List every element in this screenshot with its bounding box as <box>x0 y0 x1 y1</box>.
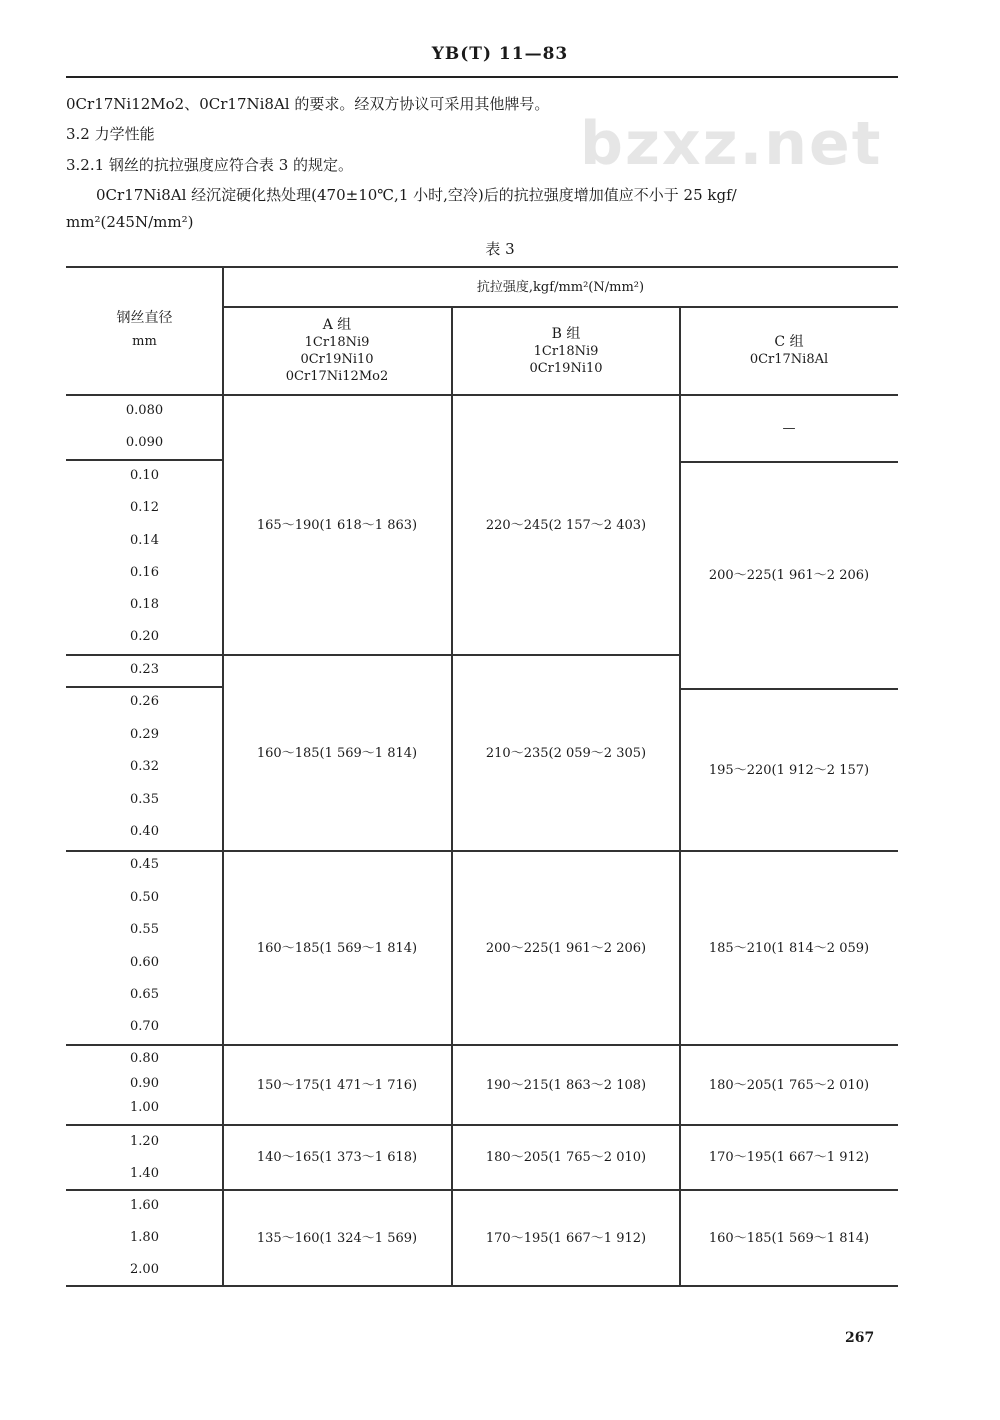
diameter-cell: 0.16 <box>130 565 159 580</box>
group-c-name: C 组 <box>774 334 804 350</box>
diameter-cell: 0.80 <box>130 1051 159 1066</box>
diameter-cell: 0.29 <box>130 727 159 742</box>
c-value-cell-empty <box>680 396 898 461</box>
a-value-cell: 135～160(1 324～1 569) <box>256 1230 418 1246</box>
b-value-cell: 220～245(2 157～2 403) <box>485 517 647 533</box>
body-line-grades: 0Cr17Ni12Mo2、0Cr17Ni8Al 的要求。经双方协议可采用其他牌号。 <box>66 95 550 113</box>
diameter-cell: 0.23 <box>130 662 159 677</box>
rule-dia-023 <box>66 686 223 688</box>
group-a-grade: 0Cr17Ni12Mo2 <box>285 369 389 384</box>
diameter-cell: 1.80 <box>130 1230 159 1245</box>
group-a-grade: 1Cr18Ni9 <box>304 335 370 350</box>
section-3-2-1-heading: 3.2.1 钢丝的抗拉强度应符合表 3 的规定。 <box>66 156 354 174</box>
c-value-cell: 160～185(1 569～1 814) <box>708 1230 870 1246</box>
group-a-name: A 组 <box>322 317 352 333</box>
group-c-grade: 0Cr17Ni8Al <box>749 352 829 367</box>
diameter-cell: 0.65 <box>130 987 159 1002</box>
diameter-cell: 0.35 <box>130 792 159 807</box>
diameter-cell: 0.90 <box>130 1076 159 1091</box>
group-a-header <box>223 308 451 394</box>
group-b-grade: 1Cr18Ni9 <box>533 343 599 359</box>
diameter-cell: 0.32 <box>130 759 159 774</box>
watermark: bzxz.net <box>580 109 883 179</box>
strength-header: 抗拉强度,kgf/mm²(N/mm²) <box>476 279 645 295</box>
diameter-cell: 0.70 <box>130 1019 159 1034</box>
b-value-cell: 200～225(1 961～2 206) <box>485 940 647 956</box>
diameter-cell: 0.55 <box>130 922 159 937</box>
group-b-name: B 组 <box>551 325 581 342</box>
group-b-header <box>452 308 680 394</box>
c-value-cell: 200～225(1 961～2 206) <box>708 568 870 583</box>
a-value-cell: 150～175(1 471～1 716) <box>256 1077 418 1093</box>
diameter-cell: 1.00 <box>130 1100 159 1115</box>
diameter-cell: 0.26 <box>130 694 159 709</box>
diameter-cell: 0.60 <box>130 955 159 970</box>
diameter-cell: 0.090 <box>125 435 164 450</box>
standard-code-header: YB(T) 11—83 <box>431 44 569 64</box>
c-value-cell: 195～220(1 912～2 157) <box>708 762 870 778</box>
page-number: 267 <box>845 1330 875 1346</box>
b-value-cell: 180～205(1 765～2 010) <box>485 1150 647 1165</box>
diameter-header-label: 钢丝直径 <box>116 310 173 326</box>
table-caption: 表 3 <box>485 240 515 258</box>
diameter-cell: 0.12 <box>130 500 159 515</box>
diameter-cell: 2.00 <box>130 1262 159 1277</box>
diameter-cell: 1.20 <box>130 1134 159 1149</box>
diameter-cell: 1.40 <box>130 1166 159 1181</box>
group-b-grade: 0Cr19Ni10 <box>529 360 603 376</box>
diameter-cell: 0.50 <box>130 890 159 905</box>
a-value-cell: 160～185(1 569～1 814) <box>256 940 418 956</box>
rule-dia-0090 <box>66 459 223 461</box>
section-3-2-heading: 3.2 力学性能 <box>66 125 155 143</box>
c-value-cell: 185～210(1 814～2 059) <box>708 940 870 956</box>
diameter-unit: mm <box>132 334 157 349</box>
c-value-cell: 170～195(1 667～1 912) <box>708 1150 870 1165</box>
header-rule <box>66 76 898 78</box>
a-value-cell: 165～190(1 618～1 863) <box>256 517 418 533</box>
diameter-cell: 0.40 <box>130 824 159 839</box>
diameter-header <box>66 310 223 350</box>
group-a-grade: 0Cr19Ni10 <box>300 352 374 367</box>
diameter-cell: 0.10 <box>130 468 159 483</box>
diameter-cell: 0.45 <box>130 857 159 872</box>
b-value-cell: 170～195(1 667～1 912) <box>485 1230 647 1246</box>
diameter-cell: 1.60 <box>130 1198 159 1213</box>
paragraph-line-1: 0Cr17Ni8Al 经沉淀硬化热处理(470±10℃,1 小时,空冷)后的抗拉强度增加值应不小于 25 kgf/ <box>96 186 737 204</box>
diameter-cell: 0.14 <box>130 533 159 548</box>
b-value-cell: 210～235(2 059～2 305) <box>485 745 647 761</box>
a-value-cell: 160～185(1 569～1 814) <box>256 745 418 761</box>
group-c-header <box>680 308 898 394</box>
c-value-dash: — <box>782 421 796 436</box>
diameter-cell: 0.080 <box>125 403 164 418</box>
b-value-cell: 190～215(1 863～2 108) <box>485 1077 647 1093</box>
c-value-cell: 180～205(1 765～2 010) <box>708 1077 870 1093</box>
diameter-cell: 0.18 <box>130 597 159 612</box>
diameter-cell: 0.20 <box>130 629 159 644</box>
a-value-cell: 140～165(1 373～1 618) <box>256 1150 418 1165</box>
table-bottom-rule <box>66 1285 898 1287</box>
paragraph-line-2: mm²(245N/mm²) <box>66 213 194 231</box>
